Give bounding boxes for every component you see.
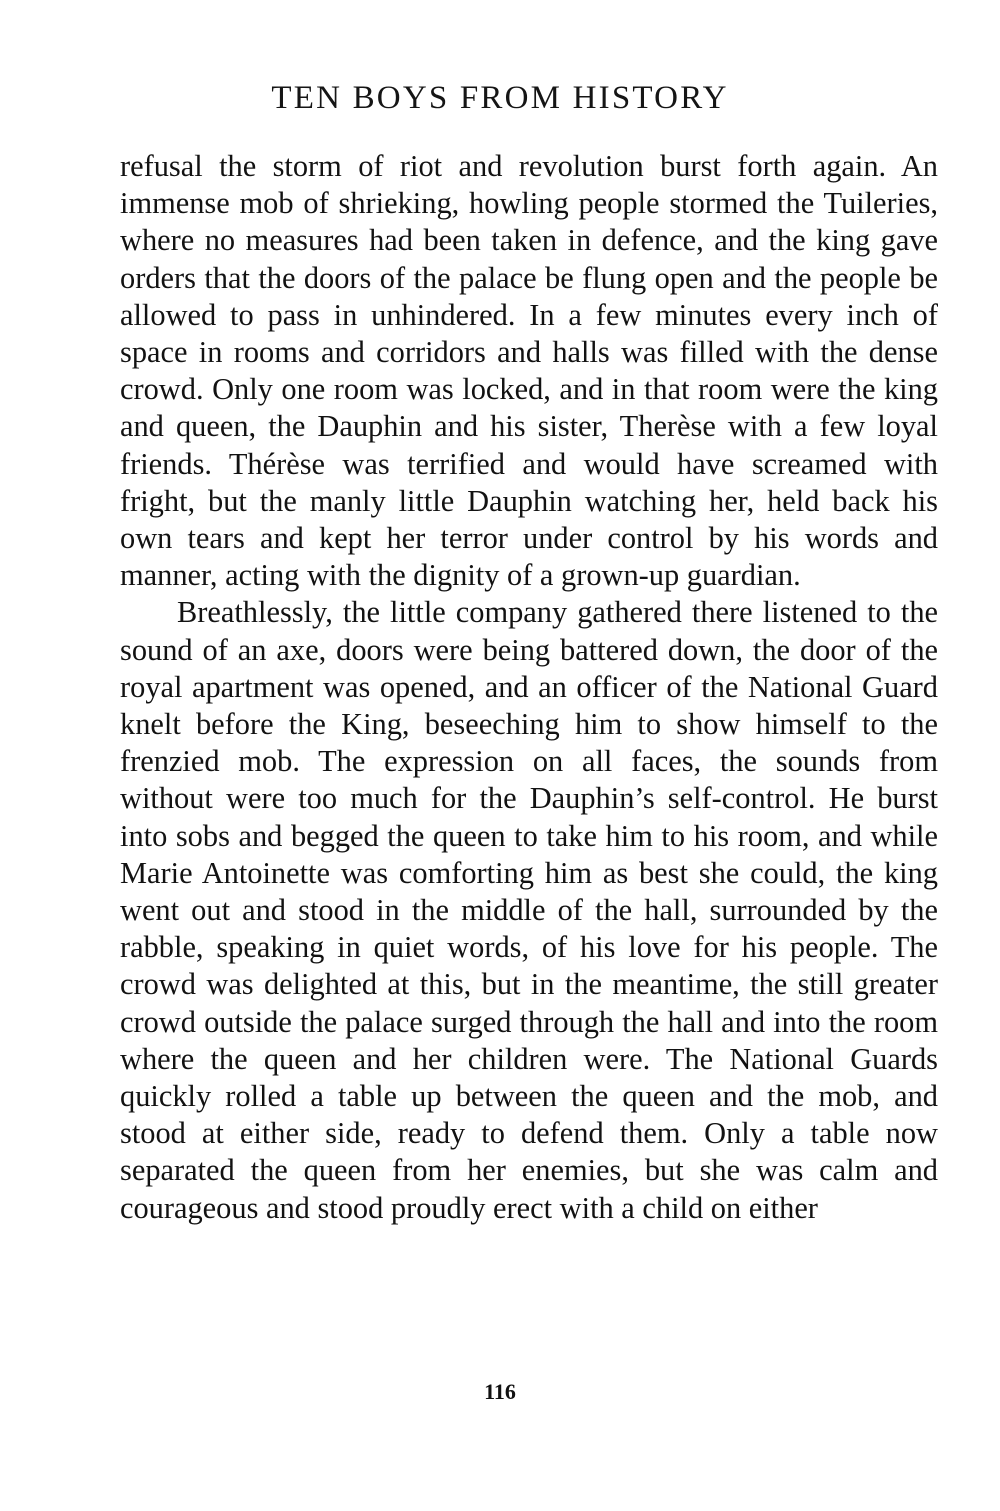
paragraph: refusal the storm of riot and revolution burst forth again. An immense mob of shrieking, howling people stormed the Tuileries, where no measures had been taken in defence, and the king gave orders that the doors of the palace be flung open and the people be allowed to pass in unhindered. In a few minutes every inch of space in rooms and corridors and halls was filled with the dense crowd. Only one room was locked, and in that room were the king and queen, the Dauphin and his sister, Therèse with a few loyal friends. Thérèse was terrified and would have screamed with fright, but the manly little Dauphin watching her, held back his own tears and kept her terror under control by his words and manner, acting with the dignity of a grown-up guardian. [120,149,938,593]
page-number: 116 [484,1379,516,1404]
paragraph: Breathlessly, the little company gathered there listened to the sound of an axe, doors were being battered down, the door of the royal apartment was opened, and an officer of the National Guard knelt before the King, beseeching him to show himself to the frenzied mob. The expression on all faces, the sounds from without were too much for the Dauphin’s self-control. He burst into sobs and begged the queen to take him to his room, and while Marie Antoinette was comforting him as best she could, the king went out and stood in the middle of the hall, surrounded by the rabble, speaking in quiet words, of his love for his people. The crowd was delighted at this, but in the meantime, the still greater crowd outside the palace surged through the hall and into the room where the queen and her children were. The National Guards quickly rolled a table up between the queen and the mob, and stood at either side, ready to defend them. Only a table now separated the queen from her enemies, but she was calm and courageous and stood proudly erect with a child on either [120,595,938,1225]
body-text [120,148,938,1227]
running-head: TEN BOYS FROM HISTORY [271,80,729,116]
